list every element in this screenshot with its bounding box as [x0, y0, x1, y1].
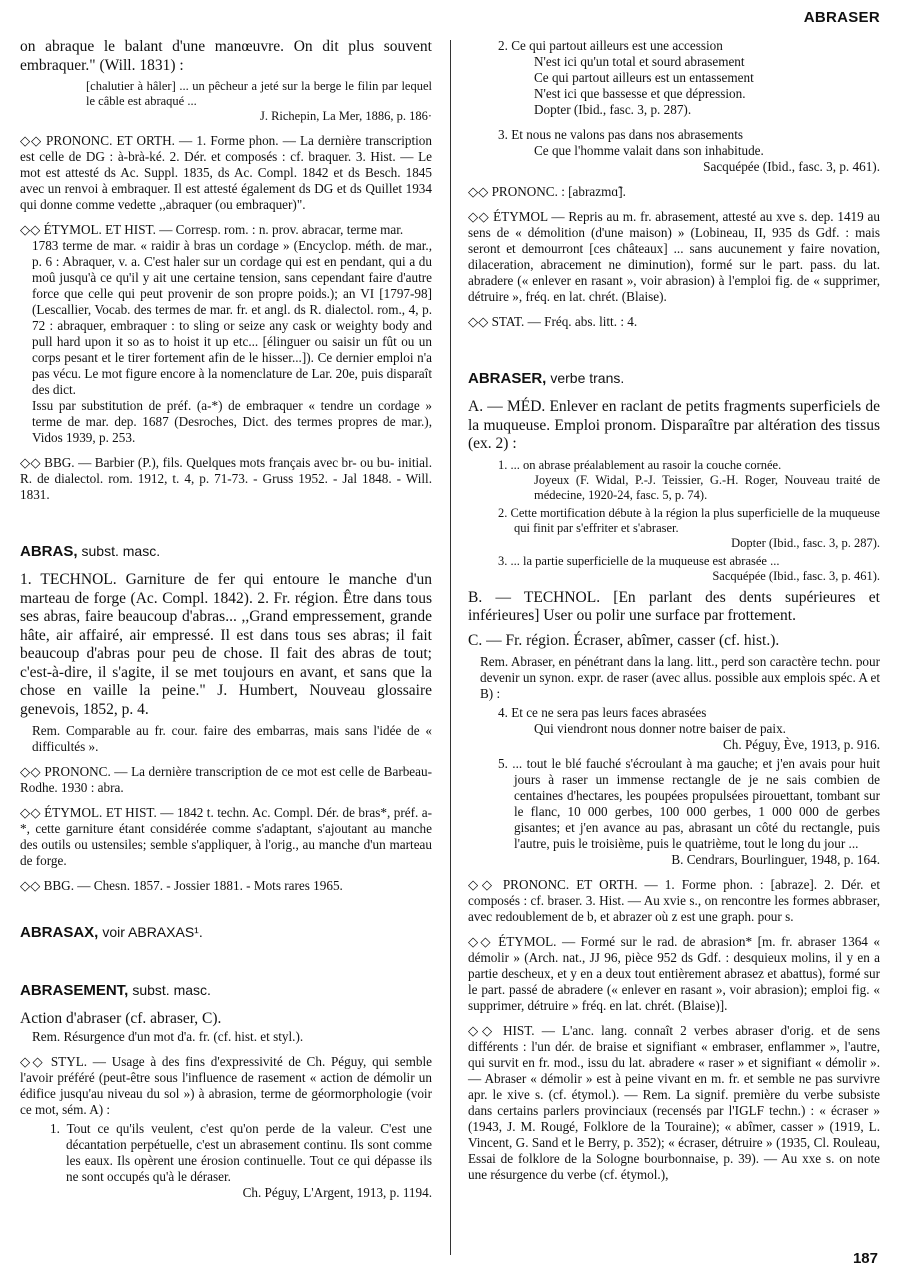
example: 3. ... la partie superficielle de la muqueuse est abrasée ...: [498, 553, 780, 568]
etymol-section: ◇◇ ÉTYMOL. — Formé sur le rad. de abrasion* [m. fr. abraser 1364 « démolir » (Arch. nat., JJ 96, pièce 952 ds Gdf. : desquieux molins, il y en a partie descheux, et y en a deux tout entièrement abrasez et abattus), formé sur le part. passé de abradere (« enlever en rasant », voir abrasion); emploi fig. « supprimer, détruire » fréq. en lat. chrét. (Blaise)].: [468, 934, 880, 1013]
headword: ABRASAX,: [20, 924, 99, 941]
styl-section: ◇◇ STYL. — Usage à des fins d'expressivité de Ch. Péguy, qui semble l'avoir préféré (peut-être sous l'influence de rasement « action de démolir un édifice jusqu'au niveau du sol ») à abrasion, terme de géormorphologie (voir ce mot, sém. A) :: [20, 1053, 432, 1117]
hist-section: ◇◇ HIST. — L'anc. lang. connaît 2 verbes abraser d'orig. et de sens différents : l'un dér. de braise et signifiant « embraser, enflammer », l'autre, qui survit en fr. mod., issu du lat. abradere « raser » et signifiant « démolir ». — Abraser « démolir » est à peine vivant en m. fr. et semble ne pas survivre apr. le xive s. (cf. étymol.). — Rem. La signif. première du verbe subsiste dans certains parlers provinciaux (recensés par l'IGLF techn.) : « écraser » (1943, J. M. Rougé, Folklore de la Touraine); « abîmer, casser » (1919, L. Vincent, G. Sand et le Berry, p. 352); « écraser, détruire » (1935, Cl. Rouleau, Essai de folklore de la Sologne bourbonnaise, p. 39). — Au xxe s. on note une résurgence du verbe (cf. étymol.),: [468, 1023, 880, 1182]
example-source: Sacquépée (Ibid., fasc. 3, p. 461).: [703, 159, 880, 174]
headword: ABRASER,: [468, 370, 547, 387]
prononc-section: ◇◇ PRONONC. ET ORTH. — 1. Forme phon. : [abraze]. 2. Dér. et composés : cf. braser. 3. Hist. — Au xvie s., on rencontre les formes abbraser, avec redoublement de b, et abrazer où z est une graph. pour s.: [468, 877, 880, 924]
headword-category: verbe trans.: [550, 370, 625, 386]
example-source: Joyeux (F. Widal, P.-J. Teissier, G.-H. Roger, Nouveau traité de médecine, 1920-24, fasc. 5, p. 74).: [534, 472, 880, 502]
stat-section: ◇◇ STAT. — Fréq. abs. litt. : 4.: [468, 314, 638, 329]
remark: Rem. Résurgence d'un mot d'a. fr. (cf. hist. et styl.).: [32, 1028, 304, 1044]
example-source: Dopter (Ibid., fasc. 3, p. 287).: [534, 102, 692, 117]
definition-c: C. — Fr. région. Écraser, abîmer, casser (cf. hist.).: [468, 631, 780, 649]
etymol-section: ◇◇ ÉTYMOL. ET HIST. — Corresp. rom. : n. prov. abracar, terme mar.: [20, 222, 404, 237]
column-rule: [450, 40, 451, 1255]
headword: ABRAS,: [20, 543, 78, 560]
left-column: [20, 38, 432, 1201]
headword: ABRASEMENT,: [20, 982, 129, 999]
example-verse: 2. Ce qui partout ailleurs est une accession: [498, 38, 723, 53]
headword-category: subst. masc.: [132, 982, 211, 998]
definition: 1. TECHNOL. Garniture de fer qui entoure le manche d'un marteau de forge (Ac. Compl. 1842). 2. Fr. région. Être dans tous ses abras, faire beaucoup d'abras... ,,Grand empressement, grande hâte, air affairé, air empressé. Il est dans tous ses abras; il fait beaucoup d'abras pour peu de chose. Il fait des abras de tout; c'est-à-dire, il s'agite, il se met toujours en avant, et sans que la chose en vaille la peine." J. Humbert, Nouveau glossaire genevois, 1852, p. 4.: [20, 571, 432, 718]
definition-a: A. — MÉD. Enlever en raclant de petits fragments superficiels de la muqueuse. Emploi pronom. Disparaître par altération des tissus (ex. 2) :: [468, 398, 880, 452]
prononc-section: ◇◇ PRONONC. — La dernière transcription de ce mot est celle de Barbeau-Rodhe. 1930 : abra.: [20, 764, 432, 795]
citation-source: J. Richepin, La Mer, 1886, p. 186·: [259, 109, 432, 123]
bbg-section: ◇◇ BBG. — Chesn. 1857. - Jossier 1881. - Mots rares 1965.: [20, 878, 343, 893]
example-verse: N'est ici qu'un total et sourd abrasement: [534, 54, 745, 69]
entry-head-abrasax: [20, 924, 432, 942]
prononc-section: ◇◇ PRONONC. ET ORTH. — 1. Forme phon. — La dernière transcription est celle de DG : à-brà-ké. 2. Dér. et composés : cf. braquer. 3. Hist. — Le mot est attesté ds Ac. Suppl. 1835, ds Ac. Compl. 1842 et ds Besch. 1845 avec un renvoi à embraquer. Il est attesté également ds DG et ds Quillet 1934 qui donne comme vedette ,,abraquer (ou embraquer)".: [20, 133, 432, 212]
example: 2. Cette mortification débute à la région la plus superficielle de la muqueuse qui finit par s'effriter et s'abraser.: [498, 505, 880, 535]
continuation-text: on abraque le balant d'une manœuvre. On dit plus souvent embraquer." (Will. 1831) :: [20, 38, 432, 74]
prononc-section: ◇◇ PRONONC. : [abrazmɑ̃].: [468, 184, 626, 199]
entry-head-abras: [20, 543, 432, 561]
example: 5. ... tout le blé fauché s'écroulant à ma gauche; et j'en avais pour huit jours à raser un immense rectangle de je ne sais combien de centaines d'hectares, les poupées propulsées pirouettant, tombant sur le flanc, 10 000 gerbes, 100 000 gerbes, 1 000 000 de gerbes gisantes; et j'en avance au pas, abrasant un côté du rectangle, puis l'autre, puis le troisième, puis le quatrième, tout le long du jour ...: [498, 756, 880, 851]
running-head: ABRASER: [803, 9, 880, 26]
cross-reference: voir ABRAXAS¹.: [102, 924, 203, 940]
etymol-paragraph: Issu par substitution de préf. (a-*) de embraquer « tendre un cordage » terme de mar. dep. 1687 (Desroches, Dict. des termes propres de mar.), Vidos 1939, p. 253.: [32, 398, 432, 445]
entry-head-abrasement: [20, 982, 432, 1000]
etymol-paragraph: 1783 terme de mar. « raidir à bras un cordage » (Encyclop. méth. de mar., p. 6 : Abraquer, v. a. C'est haler sur un cordage qui est en pendant, qui a du moû jusqu'à ce qu'il y ait une certaine tension, sans cependant faire d'autre force que celle qui peut provenir de son propre poids.); an VI [1797-98] (Lescallier, Vocab. des termes de mar. fr. et angl. ds R. dialectol. rom., 4, p. 72 : abraquer, embraquer : to sling or seize any cask or weighty body and pull hard upon it so as to hoist it up etc... [élinguer ou saisir un fût ou un corps pesant et le tirer fortement afin de le hisser...]). Ce dernier emploi n'a pas vécu. Le mot figure encore à la nomenclature de Lar. 20e, puis disparaît des dict.: [32, 238, 432, 397]
example-source: Ch. Péguy, Ève, 1913, p. 916.: [722, 737, 880, 752]
example: 1. Tout ce qu'ils veulent, c'est qu'on perde de la valeur. C'est une décantation perpétuelle, c'est un abrasement continu. Ils sont comme les eaux. Ils opèrent une érosion continuelle. Tout ce qui dépasse ils ne sont occupés qu'à le déraser.: [50, 1120, 432, 1184]
remark: Rem. Comparable au fr. cour. faire des embarras, mais sans l'idée de « difficultés ».: [32, 723, 432, 754]
example-verse: N'est ici que bassesse et que dépression.: [534, 86, 746, 101]
citation: [chalutier à hâler] ... un pêcheur a jeté sur la berge le filin par lequel le câble est abraqué ...: [86, 79, 432, 108]
definition: Action d'abraser (cf. abraser, C).: [20, 1010, 222, 1027]
page-number: 187: [852, 1250, 878, 1267]
etymol-section: ◇◇ ÉTYMOL — Repris au m. fr. abrasement, attesté au xve s. dep. 1419 au sens de « démolition (d'une maison) » (Lobineau, II, 935 ds Gdf. : mais seront et demourront [ces châteaux] ... sans aucunement y faire novation, dilaceration, abracement ne diminution), formé sur le part. pass. du lat. abradere (« enlever en rasant », voir abrasion) à l'emploi fig. de « supprimer, détruire », fréq. en lat. chrét. (Blaise).: [468, 209, 880, 304]
example-verse: Ce que l'homme valait dans son inhabitude.: [534, 143, 764, 158]
right-column: [468, 38, 880, 1183]
example-verse: 4. Et ce ne sera pas leurs faces abrasées: [498, 705, 707, 720]
headword-category: subst. masc.: [81, 543, 161, 559]
bbg-section: ◇◇ BBG. — Barbier (P.), fils. Quelques mots français avec br- ou bu- initial. R. de dialectol. rom. 1912, t. 4, p. 71-73. - Gruss 1952. - Jal 1848. - Will. 1831.: [20, 455, 432, 502]
remark: Rem. Abraser, en pénétrant dans la lang. litt., perd son caractère techn. pour devenir un synon. expr. de raser (avec allus. possible aux emplois spéc. A et B) :: [480, 654, 880, 701]
example-source: B. Cendrars, Bourlinguer, 1948, p. 164.: [671, 852, 880, 867]
definition-b: B. — TECHNOL. [En parlant des dents supérieures et inférieures] User ou polir une surface par frottement.: [468, 588, 880, 624]
example-source: Dopter (Ibid., fasc. 3, p. 287).: [731, 535, 880, 550]
example-verse: 3. Et nous ne valons pas dans nos abrasements: [498, 127, 744, 142]
example-verse: Ce qui partout ailleurs est un entassement: [534, 70, 754, 85]
example-source: Sacquépée (Ibid., fasc. 3, p. 461).: [712, 568, 880, 583]
entry-head-abraser: [468, 370, 880, 388]
example: 1. ... on abrase préalablement au rasoir la couche cornée.: [498, 457, 782, 472]
example-verse: Qui viendront nous donner notre baiser de paix.: [534, 721, 786, 736]
example-source: Ch. Péguy, L'Argent, 1913, p. 1194.: [242, 1184, 432, 1200]
etymol-section: ◇◇ ÉTYMOL. ET HIST. — 1842 t. techn. Ac. Compl. Dér. de bras*, préf. a-*, cette garniture étant considérée comme s'adaptant, s'ajoutant au manche des outils ou ustensiles; semble s'appliquer, à l'orig., au manche d'un marteau de forge.: [20, 805, 432, 868]
